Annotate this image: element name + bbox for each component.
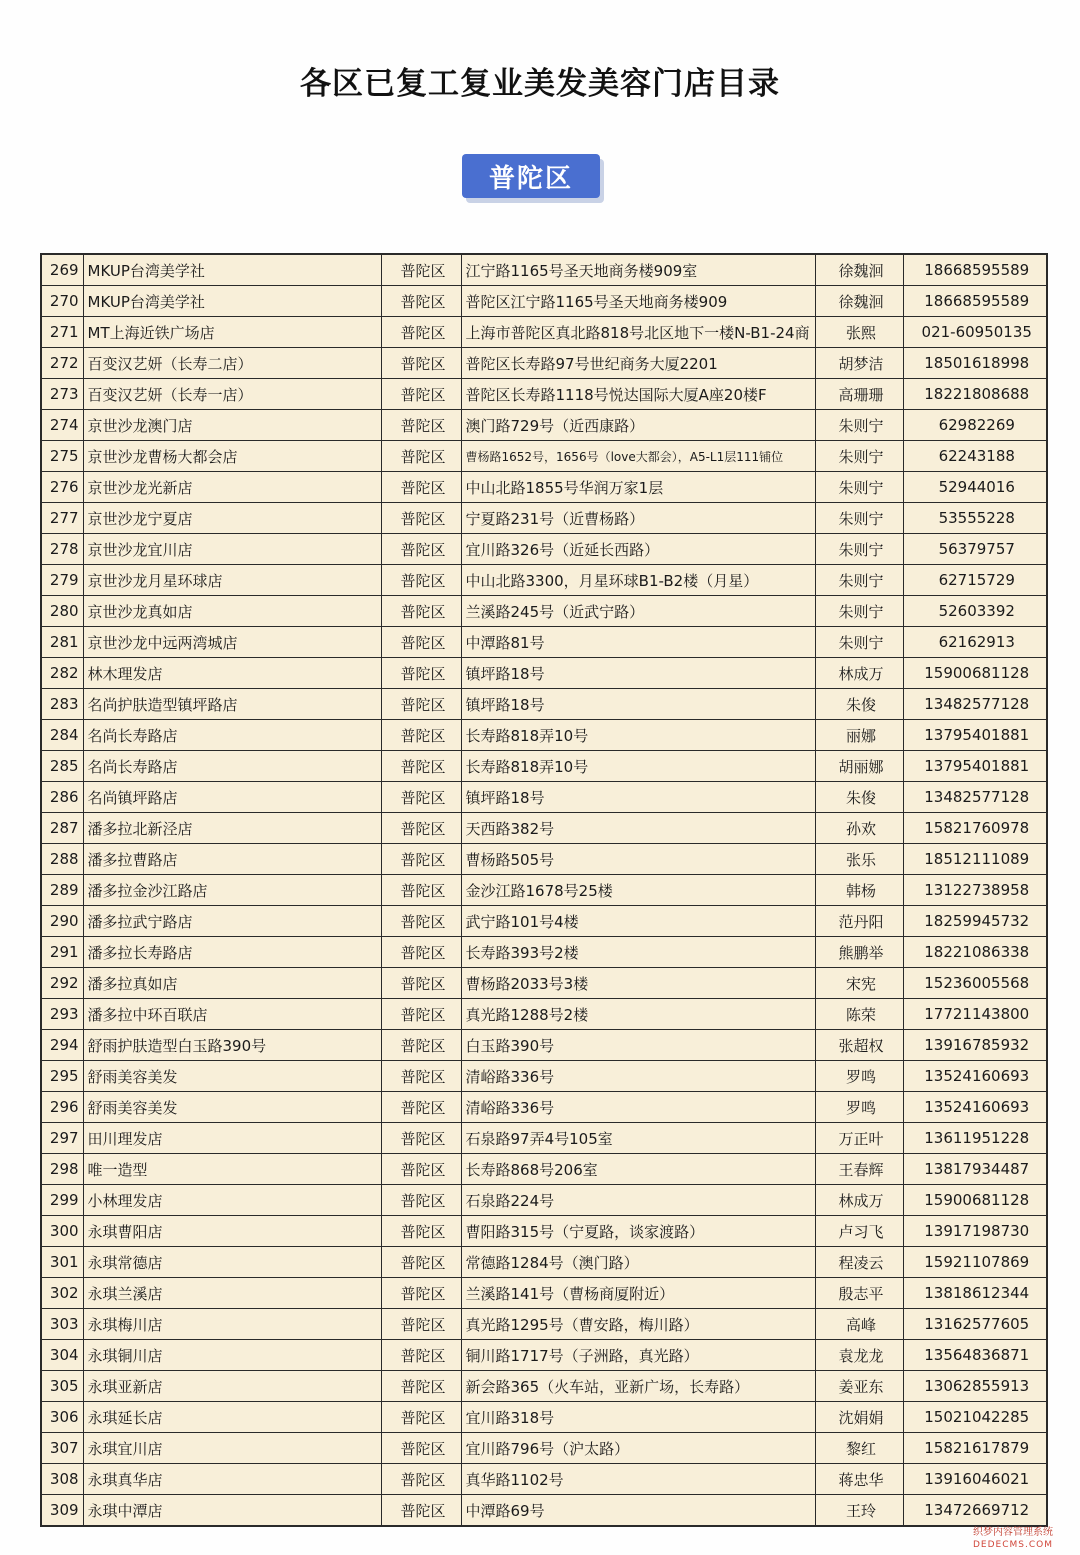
store-phone: 18501618998 [903, 348, 1047, 379]
table-row [41, 1464, 1047, 1495]
store-name: 舒雨护肤造型白玉路390号 [83, 1030, 381, 1061]
store-table-body [41, 254, 1047, 1526]
store-name: 潘多拉武宁路店 [83, 906, 381, 937]
store-phone: 62243188 [903, 441, 1047, 472]
store-address: 普陀区江宁路1165号圣天地商务楼909 [461, 286, 815, 317]
store-phone: 18221086338 [903, 937, 1047, 968]
table-row [41, 1061, 1047, 1092]
store-address: 新会路365（火车站，亚新广场，长寿路） [461, 1371, 815, 1402]
store-phone: 13472669712 [903, 1495, 1047, 1527]
store-name: MKUP台湾美学社 [83, 286, 381, 317]
store-district: 普陀区 [381, 503, 461, 534]
row-number: 285 [41, 751, 83, 782]
store-name: 永琪曹阳店 [83, 1216, 381, 1247]
row-number: 300 [41, 1216, 83, 1247]
store-phone: 13524160693 [903, 1092, 1047, 1123]
store-phone: 18668595589 [903, 286, 1047, 317]
table-row [41, 534, 1047, 565]
row-number: 271 [41, 317, 83, 348]
table-row [41, 968, 1047, 999]
store-contact: 林成万 [815, 658, 903, 689]
store-table [40, 253, 1048, 1527]
store-contact: 朱则宁 [815, 410, 903, 441]
store-phone: 021-60950135 [903, 317, 1047, 348]
store-address: 真光路1288号2楼 [461, 999, 815, 1030]
table-row [41, 689, 1047, 720]
district-badge: 普陀区 [462, 154, 600, 198]
table-row [41, 1092, 1047, 1123]
row-number: 279 [41, 565, 83, 596]
table-row [41, 379, 1047, 410]
store-address: 镇坪路18号 [461, 782, 815, 813]
store-address: 曹阳路315号（宁夏路，谈家渡路） [461, 1216, 815, 1247]
row-number: 309 [41, 1495, 83, 1527]
store-district: 普陀区 [381, 441, 461, 472]
store-name: MT上海近铁广场店 [83, 317, 381, 348]
store-phone: 53555228 [903, 503, 1047, 534]
store-phone: 18259945732 [903, 906, 1047, 937]
store-contact: 朱则宁 [815, 503, 903, 534]
row-number: 304 [41, 1340, 83, 1371]
store-contact: 沈娟娟 [815, 1402, 903, 1433]
store-district: 普陀区 [381, 1092, 461, 1123]
store-district: 普陀区 [381, 286, 461, 317]
store-district: 普陀区 [381, 534, 461, 565]
store-district: 普陀区 [381, 627, 461, 658]
store-contact: 黎红 [815, 1433, 903, 1464]
store-district: 普陀区 [381, 782, 461, 813]
store-address: 长寿路818弄10号 [461, 751, 815, 782]
store-contact: 张乐 [815, 844, 903, 875]
store-contact: 殷志平 [815, 1278, 903, 1309]
row-number: 294 [41, 1030, 83, 1061]
store-phone: 13916046021 [903, 1464, 1047, 1495]
store-district: 普陀区 [381, 1154, 461, 1185]
table-row [41, 348, 1047, 379]
store-district: 普陀区 [381, 1464, 461, 1495]
watermark [954, 1527, 1072, 1551]
table-row [41, 596, 1047, 627]
store-district: 普陀区 [381, 999, 461, 1030]
store-contact: 朱则宁 [815, 534, 903, 565]
store-contact: 孙欢 [815, 813, 903, 844]
store-contact: 罗鸣 [815, 1092, 903, 1123]
store-name: 舒雨美容美发 [83, 1061, 381, 1092]
store-phone: 15236005568 [903, 968, 1047, 999]
store-phone: 13611951228 [903, 1123, 1047, 1154]
store-contact: 徐魏洄 [815, 286, 903, 317]
store-district: 普陀区 [381, 596, 461, 627]
store-name: 永琪亚新店 [83, 1371, 381, 1402]
table-row [41, 472, 1047, 503]
row-number: 298 [41, 1154, 83, 1185]
row-number: 272 [41, 348, 83, 379]
row-number: 284 [41, 720, 83, 751]
store-name: 永琪铜川店 [83, 1340, 381, 1371]
store-district: 普陀区 [381, 1278, 461, 1309]
store-phone: 15821617879 [903, 1433, 1047, 1464]
row-number: 289 [41, 875, 83, 906]
store-contact: 胡梦洁 [815, 348, 903, 379]
store-address: 中潭路69号 [461, 1495, 815, 1527]
store-name: 小林理发店 [83, 1185, 381, 1216]
store-district: 普陀区 [381, 968, 461, 999]
store-contact: 万正叶 [815, 1123, 903, 1154]
row-number: 283 [41, 689, 83, 720]
row-number: 293 [41, 999, 83, 1030]
store-name: 名尚镇坪路店 [83, 782, 381, 813]
store-contact: 朱则宁 [815, 472, 903, 503]
row-number: 292 [41, 968, 83, 999]
row-number: 275 [41, 441, 83, 472]
store-phone: 13818612344 [903, 1278, 1047, 1309]
store-district: 普陀区 [381, 1371, 461, 1402]
table-row [41, 844, 1047, 875]
store-name: 永琪延长店 [83, 1402, 381, 1433]
store-name: 名尚护肤造型镇坪路店 [83, 689, 381, 720]
table-row [41, 410, 1047, 441]
store-phone: 13795401881 [903, 720, 1047, 751]
table-row [41, 937, 1047, 968]
store-name: 唯一造型 [83, 1154, 381, 1185]
table-row [41, 720, 1047, 751]
store-name: 京世沙龙宜川店 [83, 534, 381, 565]
row-number: 282 [41, 658, 83, 689]
store-phone: 13524160693 [903, 1061, 1047, 1092]
store-name: 林木理发店 [83, 658, 381, 689]
store-address: 真华路1102号 [461, 1464, 815, 1495]
store-address: 长寿路393号2楼 [461, 937, 815, 968]
table-row [41, 1340, 1047, 1371]
store-phone: 17721143800 [903, 999, 1047, 1030]
store-contact: 王春辉 [815, 1154, 903, 1185]
store-contact: 胡丽娜 [815, 751, 903, 782]
store-name: 永琪兰溪店 [83, 1278, 381, 1309]
table-row [41, 317, 1047, 348]
store-address: 曹杨路1652号，1656号（love大都会），A5-L1层111铺位 [461, 441, 815, 472]
store-name: 永琪宜川店 [83, 1433, 381, 1464]
table-row [41, 1278, 1047, 1309]
store-address: 清峪路336号 [461, 1092, 815, 1123]
store-address: 兰溪路245号（近武宁路） [461, 596, 815, 627]
store-name: 京世沙龙曹杨大都会店 [83, 441, 381, 472]
table-row [41, 1123, 1047, 1154]
store-address: 普陀区长寿路97号世纪商务大厦2201 [461, 348, 815, 379]
store-contact: 朱俊 [815, 782, 903, 813]
store-phone: 15821760978 [903, 813, 1047, 844]
store-phone: 13917198730 [903, 1216, 1047, 1247]
store-district: 普陀区 [381, 844, 461, 875]
store-district: 普陀区 [381, 1061, 461, 1092]
store-district: 普陀区 [381, 1340, 461, 1371]
store-address: 宜川路796号（沪太路） [461, 1433, 815, 1464]
store-address: 金沙江路1678号25楼 [461, 875, 815, 906]
store-name: 京世沙龙光新店 [83, 472, 381, 503]
store-phone: 13122738958 [903, 875, 1047, 906]
store-district: 普陀区 [381, 348, 461, 379]
row-number: 291 [41, 937, 83, 968]
table-row [41, 751, 1047, 782]
row-number: 295 [41, 1061, 83, 1092]
store-phone: 62162913 [903, 627, 1047, 658]
row-number: 276 [41, 472, 83, 503]
store-address: 江宁路1165号圣天地商务楼909室 [461, 254, 815, 286]
store-contact: 范丹阳 [815, 906, 903, 937]
store-contact: 朱则宁 [815, 627, 903, 658]
store-phone: 56379757 [903, 534, 1047, 565]
store-contact: 王玲 [815, 1495, 903, 1527]
store-district: 普陀区 [381, 254, 461, 286]
store-name: 潘多拉北新泾店 [83, 813, 381, 844]
store-name: 潘多拉曹路店 [83, 844, 381, 875]
store-name: 京世沙龙月星环球店 [83, 565, 381, 596]
store-name: 舒雨美容美发 [83, 1092, 381, 1123]
store-phone: 15900681128 [903, 658, 1047, 689]
store-phone: 62715729 [903, 565, 1047, 596]
row-number: 307 [41, 1433, 83, 1464]
store-phone: 13916785932 [903, 1030, 1047, 1061]
store-address: 石泉路97弄4号105室 [461, 1123, 815, 1154]
store-district: 普陀区 [381, 1216, 461, 1247]
row-number: 288 [41, 844, 83, 875]
store-district: 普陀区 [381, 472, 461, 503]
store-district: 普陀区 [381, 1495, 461, 1527]
store-contact: 张熙 [815, 317, 903, 348]
store-name: 永琪中潭店 [83, 1495, 381, 1527]
row-number: 302 [41, 1278, 83, 1309]
store-contact: 林成万 [815, 1185, 903, 1216]
store-phone: 62982269 [903, 410, 1047, 441]
store-district: 普陀区 [381, 689, 461, 720]
table-row [41, 875, 1047, 906]
table-row [41, 658, 1047, 689]
store-phone: 13162577605 [903, 1309, 1047, 1340]
store-name: 百变汉艺妍（长寿二店） [83, 348, 381, 379]
store-name: 潘多拉长寿路店 [83, 937, 381, 968]
store-contact: 宋宪 [815, 968, 903, 999]
row-number: 296 [41, 1092, 83, 1123]
store-phone: 15021042285 [903, 1402, 1047, 1433]
table-row [41, 441, 1047, 472]
table-row [41, 286, 1047, 317]
table-row [41, 1371, 1047, 1402]
row-number: 269 [41, 254, 83, 286]
store-address: 长寿路818弄10号 [461, 720, 815, 751]
store-phone: 13795401881 [903, 751, 1047, 782]
store-address: 中山北路3300，月星环球B1-B2楼（月星） [461, 565, 815, 596]
store-name: 田川理发店 [83, 1123, 381, 1154]
store-contact: 朱则宁 [815, 565, 903, 596]
store-contact: 朱俊 [815, 689, 903, 720]
store-contact: 熊鹏举 [815, 937, 903, 968]
store-address: 长寿路868号206室 [461, 1154, 815, 1185]
store-phone: 52603392 [903, 596, 1047, 627]
store-address: 宁夏路231号（近曹杨路） [461, 503, 815, 534]
store-name: 京世沙龙中远两湾城店 [83, 627, 381, 658]
table-row [41, 782, 1047, 813]
table-row [41, 627, 1047, 658]
store-phone: 15900681128 [903, 1185, 1047, 1216]
store-contact: 高珊珊 [815, 379, 903, 410]
row-number: 303 [41, 1309, 83, 1340]
store-contact: 程凌云 [815, 1247, 903, 1278]
store-address: 武宁路101号4楼 [461, 906, 815, 937]
row-number: 297 [41, 1123, 83, 1154]
store-address: 白玉路390号 [461, 1030, 815, 1061]
store-district: 普陀区 [381, 565, 461, 596]
table-row [41, 1030, 1047, 1061]
table-row [41, 1309, 1047, 1340]
store-district: 普陀区 [381, 1030, 461, 1061]
table-row [41, 906, 1047, 937]
store-address: 石泉路224号 [461, 1185, 815, 1216]
store-phone: 15921107869 [903, 1247, 1047, 1278]
row-number: 290 [41, 906, 83, 937]
row-number: 280 [41, 596, 83, 627]
store-name: 潘多拉中环百联店 [83, 999, 381, 1030]
table-row [41, 503, 1047, 534]
store-name: 永琪常德店 [83, 1247, 381, 1278]
row-number: 301 [41, 1247, 83, 1278]
table-row [41, 1216, 1047, 1247]
table-row [41, 1495, 1047, 1527]
store-name: 百变汉艺妍（长寿一店） [83, 379, 381, 410]
store-district: 普陀区 [381, 379, 461, 410]
store-phone: 18668595589 [903, 254, 1047, 286]
store-address: 宜川路318号 [461, 1402, 815, 1433]
store-address: 兰溪路141号（曹杨商厦附近） [461, 1278, 815, 1309]
store-address: 清峪路336号 [461, 1061, 815, 1092]
store-contact: 朱则宁 [815, 596, 903, 627]
store-name: 潘多拉金沙江路店 [83, 875, 381, 906]
store-address: 澳门路729号（近西康路） [461, 410, 815, 441]
row-number: 277 [41, 503, 83, 534]
store-address: 中潭路81号 [461, 627, 815, 658]
store-district: 普陀区 [381, 1309, 461, 1340]
store-district: 普陀区 [381, 751, 461, 782]
store-phone: 18221808688 [903, 379, 1047, 410]
table-row [41, 1247, 1047, 1278]
store-name: 永琪梅川店 [83, 1309, 381, 1340]
store-name: MKUP台湾美学社 [83, 254, 381, 286]
row-number: 273 [41, 379, 83, 410]
store-contact: 卢习飞 [815, 1216, 903, 1247]
watermark-line1: 织梦内容管理系统 [973, 1527, 1053, 1538]
store-district: 普陀区 [381, 1123, 461, 1154]
page-title: 各区已复工复业美发美容门店目录 [300, 66, 780, 102]
store-address: 中山北路1855号华润万家1层 [461, 472, 815, 503]
store-contact: 蒋忠华 [815, 1464, 903, 1495]
store-contact: 张超权 [815, 1030, 903, 1061]
store-phone: 13482577128 [903, 689, 1047, 720]
row-number: 306 [41, 1402, 83, 1433]
store-phone: 13062855913 [903, 1371, 1047, 1402]
row-number: 299 [41, 1185, 83, 1216]
table-row [41, 1154, 1047, 1185]
store-address: 镇坪路18号 [461, 658, 815, 689]
store-contact: 丽娜 [815, 720, 903, 751]
store-district: 普陀区 [381, 1185, 461, 1216]
store-name: 名尚长寿路店 [83, 751, 381, 782]
store-phone: 13817934487 [903, 1154, 1047, 1185]
store-name: 京世沙龙澳门店 [83, 410, 381, 441]
store-address: 天西路382号 [461, 813, 815, 844]
store-address: 铜川路1717号（子洲路，真光路） [461, 1340, 815, 1371]
store-phone: 13564836871 [903, 1340, 1047, 1371]
store-contact: 袁龙龙 [815, 1340, 903, 1371]
table-row [41, 1433, 1047, 1464]
store-name: 京世沙龙真如店 [83, 596, 381, 627]
row-number: 308 [41, 1464, 83, 1495]
store-contact: 陈荣 [815, 999, 903, 1030]
row-number: 278 [41, 534, 83, 565]
table-row [41, 999, 1047, 1030]
store-address: 真光路1295号（曹安路，梅川路） [461, 1309, 815, 1340]
store-name: 名尚长寿路店 [83, 720, 381, 751]
store-district: 普陀区 [381, 1433, 461, 1464]
store-phone: 52944016 [903, 472, 1047, 503]
table-row [41, 565, 1047, 596]
table-row [41, 254, 1047, 286]
store-name: 京世沙龙宁夏店 [83, 503, 381, 534]
store-contact: 姜亚东 [815, 1371, 903, 1402]
store-address: 普陀区长寿路1118号悦达国际大厦A座20楼F [461, 379, 815, 410]
store-phone: 13482577128 [903, 782, 1047, 813]
store-district: 普陀区 [381, 410, 461, 441]
row-number: 287 [41, 813, 83, 844]
store-contact: 罗鸣 [815, 1061, 903, 1092]
store-district: 普陀区 [381, 937, 461, 968]
store-name: 潘多拉真如店 [83, 968, 381, 999]
row-number: 286 [41, 782, 83, 813]
row-number: 305 [41, 1371, 83, 1402]
store-district: 普陀区 [381, 1402, 461, 1433]
store-address: 宜川路326号（近延长西路） [461, 534, 815, 565]
store-district: 普陀区 [381, 720, 461, 751]
table-row [41, 1185, 1047, 1216]
store-contact: 朱则宁 [815, 441, 903, 472]
store-district: 普陀区 [381, 658, 461, 689]
watermark-line2: DEDECMS.COM [973, 1540, 1053, 1550]
store-district: 普陀区 [381, 1247, 461, 1278]
store-district: 普陀区 [381, 906, 461, 937]
table-row [41, 1402, 1047, 1433]
row-number: 274 [41, 410, 83, 441]
table-row [41, 813, 1047, 844]
store-district: 普陀区 [381, 317, 461, 348]
store-district: 普陀区 [381, 875, 461, 906]
store-address: 镇坪路18号 [461, 689, 815, 720]
store-contact: 徐魏洄 [815, 254, 903, 286]
store-contact: 高峰 [815, 1309, 903, 1340]
store-phone: 18512111089 [903, 844, 1047, 875]
store-address: 常德路1284号（澳门路） [461, 1247, 815, 1278]
row-number: 281 [41, 627, 83, 658]
store-district: 普陀区 [381, 813, 461, 844]
store-address: 曹杨路2033号3楼 [461, 968, 815, 999]
row-number: 270 [41, 286, 83, 317]
store-address: 曹杨路505号 [461, 844, 815, 875]
store-name: 永琪真华店 [83, 1464, 381, 1495]
store-address: 上海市普陀区真北路818号北区地下一楼N-B1-24商 [461, 317, 815, 348]
store-contact: 韩杨 [815, 875, 903, 906]
